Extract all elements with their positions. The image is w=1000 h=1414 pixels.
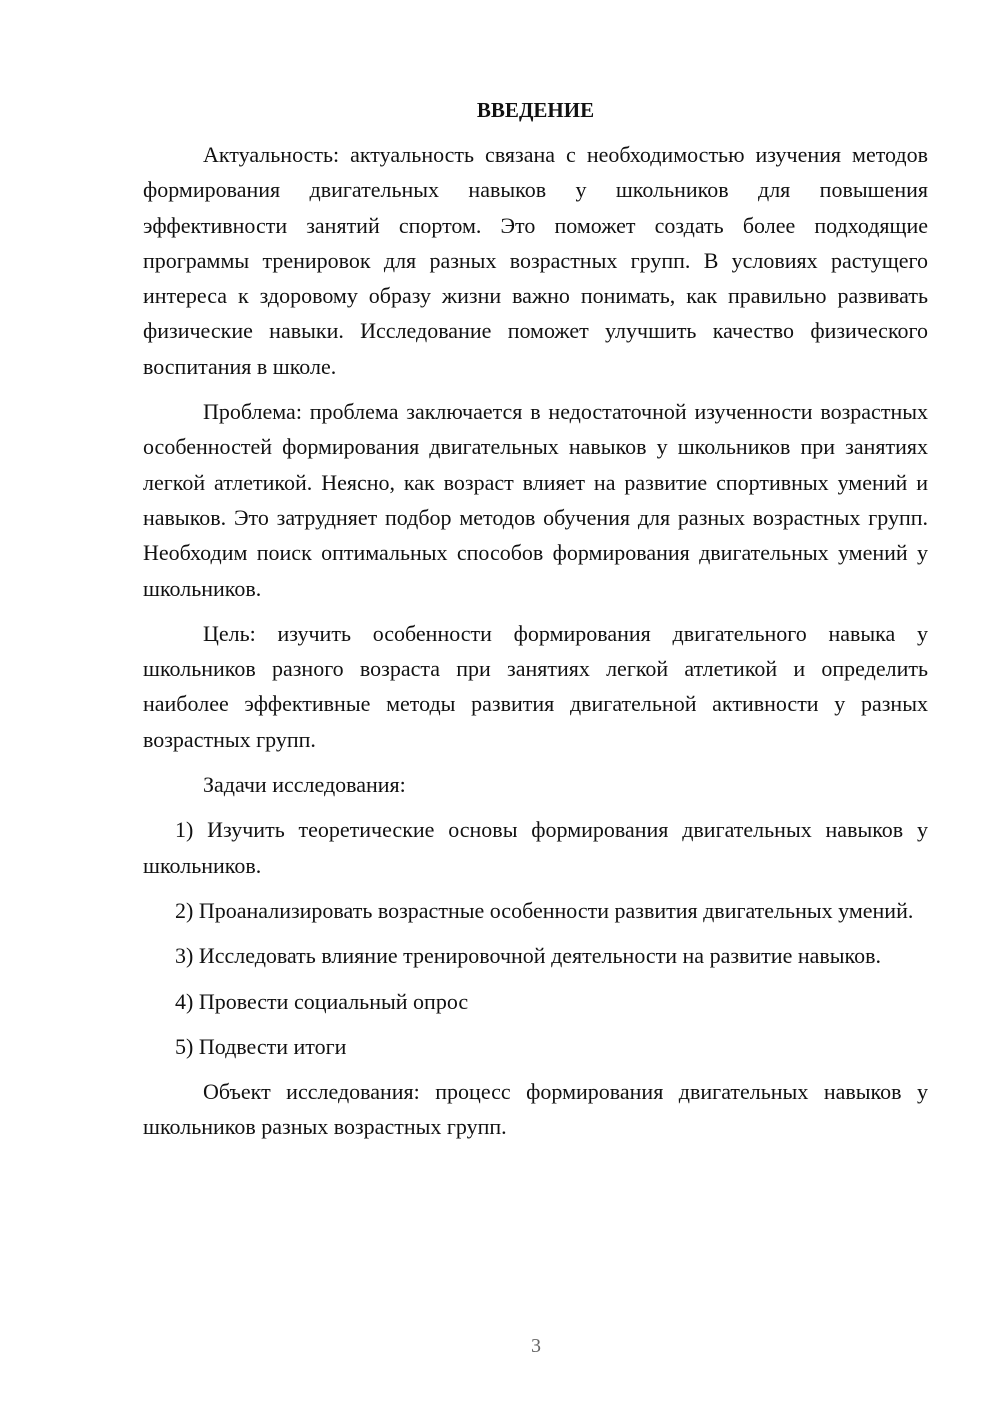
paragraph-goal: Цель: изучить особенности формирования двигательного навыка у школьников разного возраста при занятиях легкой атлетикой и определить наиболее эффективные методы развития двигательной активности у разных возрастных групп. [143, 620, 928, 752]
page-content [143, 94, 928, 1155]
tasks-heading: Задачи исследования: [203, 772, 406, 798]
task-item-2: 2) Проанализировать возрастные особенности развития двигательных умений. [175, 897, 914, 923]
task-item-3: 3) Исследовать влияние тренировочной деятельности на развитие навыков. [175, 943, 881, 969]
paragraph-problem: Проблема: проблема заключается в недостаточной изученности возрастных особенностей формирования двигательных навыков у школьников при занятиях легкой атлетикой. Неясно, как возраст влияет на развитие спортивных умений и навыков. Это затрудняет подбор методов обучения для разных возрастных групп. Необходим поиск оптимальных способов формирования двигательных умений у школьников. [143, 399, 928, 601]
paragraph-object: Объект исследования: процесс формирования двигательных навыков у школьников разных возрастных групп. [143, 1079, 928, 1140]
task-item-4: 4) Провести социальный опрос [175, 988, 469, 1014]
page-title: ВВЕДЕНИЕ [476, 98, 595, 122]
task-item-5: 5) Подвести итоги [175, 1033, 347, 1059]
tasks-list [143, 812, 928, 1064]
page-number: 3 [531, 1335, 541, 1357]
task-item-1: 1) Изучить теоретические основы формирования двигательных навыков у школьников. [143, 817, 928, 878]
paragraph-relevance: Актуальность: актуальность связана с необходимостью изучения методов формирования двигательных навыков у школьников для повышения эффективности занятий спортом. Это поможет создать более подходящие программы тренировок для разных возрастных групп. В условиях растущего интереса к здоровому образу жизни важно понимать, как правильно развивать физические навыки. Исследование поможет улучшить качество физического воспитания в школе. [143, 142, 928, 379]
